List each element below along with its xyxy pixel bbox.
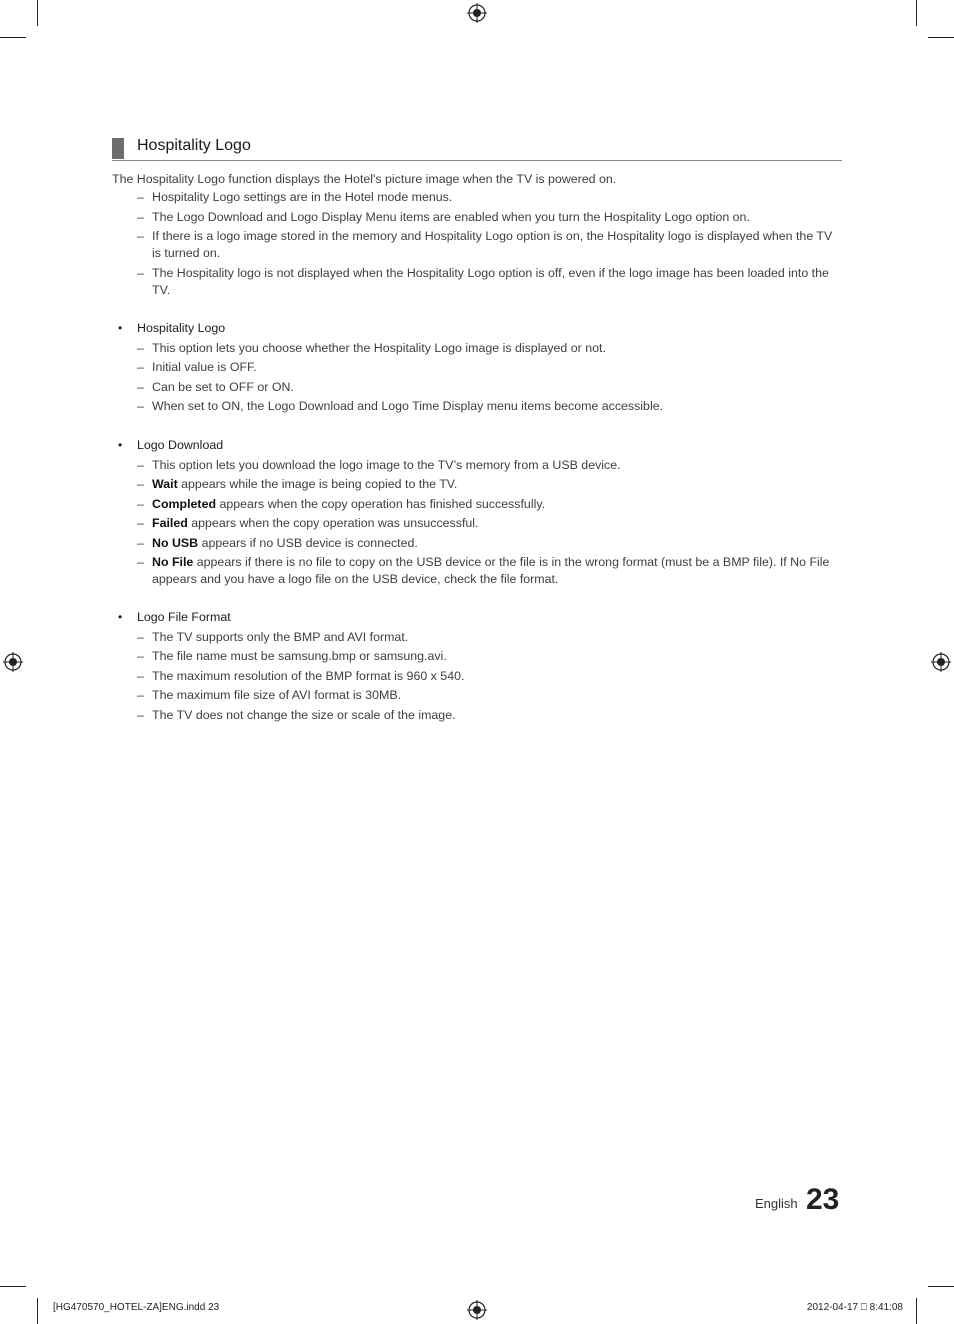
crop-mark [0, 37, 26, 38]
list-item: – Initial value is OFF. [137, 360, 257, 374]
crop-mark [0, 1286, 26, 1287]
list-item: – Can be set to OFF or ON. [137, 379, 294, 394]
bullet-heading: • Logo Download [118, 438, 224, 452]
list-item: – Completed appears when the copy operation has finished successfully. [137, 496, 546, 511]
list-item: – Hospitality Logo settings are in the Hotel mode menus. [137, 190, 453, 204]
page-number: 23 [806, 1183, 840, 1216]
crop-mark [37, 1298, 38, 1324]
bullet-heading: • Hospitality Logo [118, 321, 226, 335]
crop-mark [928, 1286, 954, 1287]
registration-mark-icon [467, 1300, 487, 1320]
section-title: Hospitality Logo [137, 137, 251, 154]
list-item: – The file name must be samsung.bmp or samsung.avi. [137, 649, 447, 663]
crop-mark [916, 0, 917, 26]
intro-notes [112, 189, 842, 301]
logo-download-section [112, 437, 842, 591]
list-item: – When set to ON, the Logo Download and Logo Time Display menu items become accessible. [137, 399, 664, 413]
list-item: – No USB appears if no USB device is connected. [137, 535, 418, 550]
heading-bar [112, 138, 124, 159]
registration-mark-icon [931, 652, 951, 672]
list-item: – No File appears if there is no file to copy on the USB device or the file is in the wrong format (must be a BMP file). If No File appears and you have a logo file on the USB device, check the file format. [137, 555, 830, 586]
logo-file-format-section [112, 609, 842, 726]
list-item: – The TV supports only the BMP and AVI format. [137, 629, 409, 644]
list-item: – The Hospitality logo is not displayed when the Hospitality Logo option is off, even if the logo image has been loaded into the TV. [137, 265, 829, 297]
hospitality-logo-section [112, 320, 842, 418]
bullet-heading: • Logo File Format [118, 610, 231, 624]
list-item: – This option lets you download the logo image to the TV’s memory from a USB device. [137, 457, 621, 472]
crop-mark [928, 37, 954, 38]
list-item: – The Logo Download and Logo Display Menu items are enabled when you turn the Hospitality Logo option on. [137, 209, 750, 224]
registration-mark-icon [3, 652, 23, 672]
list-item: – The maximum resolution of the BMP format is 960 x 540. [137, 668, 465, 683]
list-item: – Failed appears when the copy operation was unsuccessful. [137, 516, 479, 530]
registration-mark-icon [467, 3, 487, 23]
list-item: – Wait appears while the image is being copied to the TV. [137, 477, 458, 491]
intro-paragraph: The Hospitality Logo function displays the Hotel's picture image when the TV is powered on. [112, 172, 617, 186]
section-heading [112, 136, 842, 161]
crop-mark [37, 0, 38, 26]
list-item: – The maximum file size of AVI format is 30MB. [137, 688, 402, 702]
slug-timestamp: 2012-04-17 ⎕ 8:41:08 [806, 1302, 903, 1313]
footer-language: English [755, 1196, 798, 1211]
list-item: – The TV does not change the size or scale of the image. [137, 707, 456, 722]
list-item: – If there is a logo image stored in the memory and Hospitality Logo option is on, the Hospitality logo is displayed when the TV is turned on. [137, 229, 833, 260]
crop-mark [916, 1298, 917, 1324]
list-item: – This option lets you choose whether the Hospitality Logo image is displayed or not. [137, 340, 606, 355]
slug-filename: [HG470570_HOTEL-ZA]ENG.indd 23 [53, 1302, 220, 1313]
